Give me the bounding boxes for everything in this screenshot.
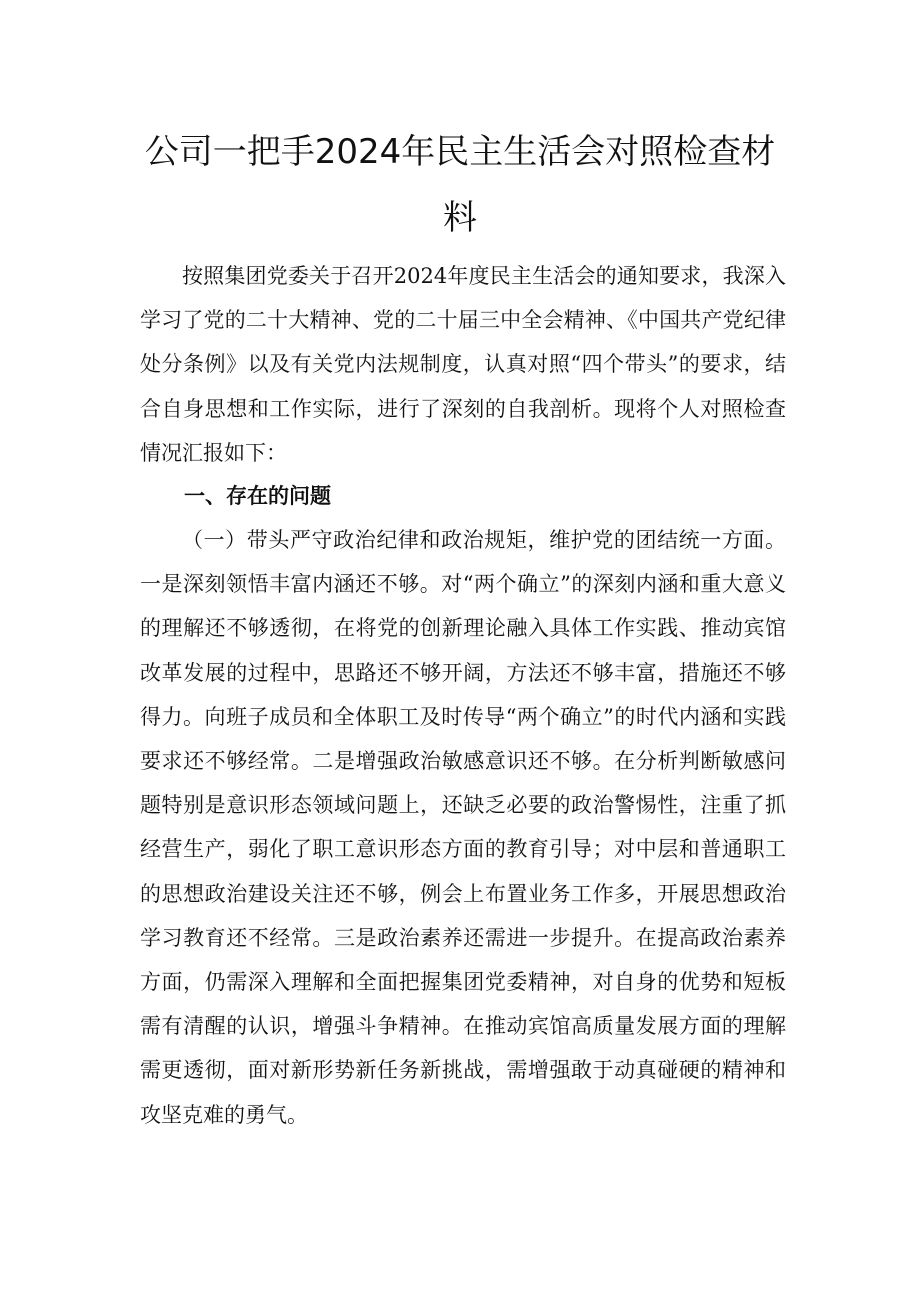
document-title-line-2: 料 bbox=[443, 198, 477, 238]
document-title-line-1: 公司一把手2024年民主生活会对照检查材 bbox=[144, 132, 776, 172]
section-heading-problems: 一、存在的问题 bbox=[184, 484, 331, 508]
intro-paragraph: 按照集团党委关于召开2024年度民主生活会的通知要求，我深入学习了党的二十大精神、党的二十届三中全会精神、《中国共产党纪律处分条例》以及有关党内法规制度，认真对照“四个带头”的要求，结合自身思想和工作实际，进行了深刻的自我剖析。现将个人对照检查情况汇报如下： bbox=[140, 264, 786, 465]
section-1-paragraph: （一）带头严守政治纪律和政治规矩，维护党的团结统一方面。一是深刻领悟丰富内涵还不够。对“两个确立”的深刻内涵和重大意义的理解还不够透彻，在将党的创新理论融入具体工作实践、推动宾馆改革发展的过程中，思路还不够开阔，方法还不够丰富，措施还不够得力。向班子成员和全体职工及时传导“两个确立”的时代内涵和实践要求还不够经常。二是增强政治敏感意识还不够。在分析判断敏感问题特别是意识形态领域问题上，还缺乏必要的政治警惕性，注重了抓经营生产，弱化了职工意识形态方面的教育引导；对中层和普通职工的思想政治建设关注还不够，例会上布置业务工作多，开展思想政治学习教育还不经常。三是政治素养还需进一步提升。在提高政治素养方面，仍需深入理解和全面把握集团党委精神，对自身的优势和短板需有清醒的认识，增强斗争精神。在推动宾馆高质量发展方面的理解需更透彻，面对新形势新任务新挑战，需增强敢于动真碰硬的精神和攻坚克难的勇气。 bbox=[140, 528, 786, 1127]
